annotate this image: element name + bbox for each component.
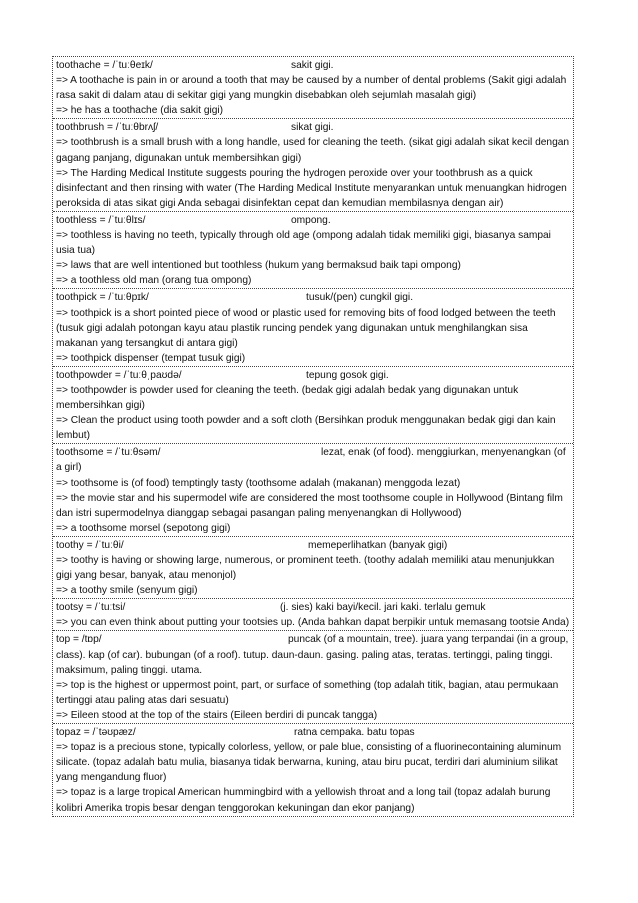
entry-head: top = /tɒp/ puncak (of a mountain, tree). juara yang terpandai (in a group, class). kap (of car). bubungan (of a roof). tutup. daun-daun. gasing. paling atas, teratas. tertinggi, paling tinggi. maksimum, paling tinggi. utama.	[56, 634, 569, 676]
entry-toothache	[53, 57, 573, 118]
example-line: => topaz is a large tropical American hummingbird with a yellowish throat and a long tail (topaz adalah burung kolibri Amerika tropis besar dengan tenggorokan kekuningan dan ekor panjang)	[56, 787, 551, 814]
term: toothache = /ˈtuːθeɪk/	[56, 60, 153, 71]
example-line: => toothpick is a short pointed piece of wood or plastic used for removing bits of food lodged between the teeth (tusuk gigi adalah potongan kayu atau plastik runcing pendek yang digunakan untuk menghilangkan sisa makanan yang tersangkut di antara gigi)	[56, 307, 556, 349]
example-line: => toothpowder is powder used for cleaning the teeth. (bedak gigi adalah bedak yang digunakan untuk membersihkan gigi)	[56, 384, 519, 412]
example-line: => topaz is a precious stone, typically colorless, yellow, or pale blue, consisting of a fluorinecontaining aluminum silicate. (topaz adalah batu mulia, biasanya tidak berwarna, kuning, atau biru pucat, terdiri dari aluminium silikat yang mengandung fluor)	[56, 742, 562, 784]
meaning: (j. sies) kaki bayi/kecil. jari kaki. terlalu gemuk	[280, 602, 486, 614]
entry-toothpick	[53, 288, 573, 365]
entry-toothy	[53, 536, 573, 598]
entry-toothpowder	[53, 366, 573, 443]
term: toothbrush = /ˈtuːθbrʌʃ/	[56, 122, 159, 134]
meaning: sikat gigi.	[291, 122, 334, 134]
example-line: => a toothy smile (senyum gigi)	[56, 585, 198, 597]
meaning: tusuk/(pen) cungkil gigi.	[306, 292, 414, 304]
entry-head	[56, 538, 571, 553]
entry-head	[56, 368, 571, 383]
meaning: lezat, enak (of food). menggiurkan, menyenangkan (of a girl)	[56, 447, 566, 474]
term: topaz = /ˈtəʊpæz/	[56, 727, 136, 739]
example-line: => toothsome is (of food) temptingly tasty (toothsome adalah (makanan) menggoda lezat)	[56, 477, 461, 489]
example-line: => Eileen stood at the top of the stairs (Eileen berdiri di puncak tangga)	[56, 709, 378, 721]
entry-head	[56, 290, 571, 305]
entry-toothbrush	[53, 118, 573, 211]
term: toothy = /ˈtuːθi/	[56, 539, 124, 551]
term: toothless = /ˈtuːθlɪs/	[56, 214, 146, 226]
entry-toothless	[53, 211, 573, 288]
example-line: => top is the highest or uppermost point, part, or surface of something (top adalah titik, bagian, atau permukaan tertinggi atau paling atas dari sesuatu)	[56, 679, 559, 706]
entry-head	[56, 600, 571, 615]
entry-toothsome	[53, 443, 573, 536]
term: tootsy = /ˈtuːtsi/	[56, 602, 126, 614]
entry-head: toothsome = /ˈtuːθsəm/ lezat, enak (of food). menggiurkan, menyenangkan (of a girl)	[56, 447, 566, 474]
term: toothpowder = /ˈtuːθˌpaʊdə/	[56, 369, 182, 381]
entry-head	[56, 58, 571, 73]
meaning: memeperlihatkan (banyak gigi)	[308, 539, 448, 551]
example-line: => a toothless old man (orang tua ompong)	[56, 275, 252, 287]
example-line: => toothy is having or showing large, numerous, or prominent teeth. (toothy adalah memiliki atau menunjukkan gigi yang besar, banyak, atau menonjol)	[56, 555, 555, 582]
term: toothpick = /ˈtuːθpɪk/	[56, 292, 149, 304]
entry-top	[53, 630, 573, 723]
dictionary-table	[52, 56, 574, 817]
example-line: => a toothsome morsel (sepotong gigi)	[56, 522, 231, 534]
example-line: => Clean the product using tooth powder and a soft cloth (Bersihkan produk menggunakan bedak gigi dan kain lembut)	[56, 415, 556, 442]
example-line: => A toothache is pain in or around a tooth that may be caused by a number of dental problems (Sakit gigi adalah rasa sakit di dalam atau di sekitar gigi yang mungkin disebabkan oleh sejumlah masalah gigi)	[56, 75, 567, 102]
meaning: tepung gosok gigi.	[306, 369, 389, 381]
entry-head	[56, 120, 571, 135]
entry-head	[56, 213, 571, 228]
example-line: => the movie star and his supermodel wife are considered the most toothsome couple in Hollywood (Bintang film dan istri supermodelnya dianggap sebagai pasangan paling menyenangkan di Hollywood)	[56, 492, 563, 519]
meaning: sakit gigi.	[291, 60, 334, 71]
example-line: => toothbrush is a small brush with a long handle, used for cleaning the teeth. (sikat gigi adalah sikat kecil dengan gagang panjang, digunakan untuk membersihkan gigi)	[56, 137, 570, 164]
entry-tootsy	[53, 598, 573, 630]
example-line: => you can even think about putting your tootsies up. (Anda bahkan dapat berpikir untuk memasang tootsie Anda)	[56, 617, 570, 629]
example-line: => toothless is having no teeth, typically through old age (ompong adalah tidak memiliki gigi, biasanya sampai usia tua)	[56, 230, 551, 257]
entry-head	[56, 725, 571, 740]
meaning: ratna cempaka. batu topas	[294, 727, 415, 739]
example-line: => toothpick dispenser (tempat tusuk gigi)	[56, 352, 246, 364]
meaning: puncak (of a mountain, tree). juara yang terpandai (in a group, class). kap (of car). bubungan (of a roof). tutup. daun-daun. gasing. paling atas, teratas. tertinggi, paling tinggi. maksimum, paling tinggi. utama.	[56, 634, 569, 676]
example-line: => he has a toothache (dia sakit gigi)	[56, 105, 224, 117]
example-line: => laws that are well intentioned but toothless (hukum yang bermaksud baik tapi ompong)	[56, 260, 461, 272]
meaning: ompong.	[291, 214, 331, 226]
entry-topaz	[53, 723, 573, 816]
example-line: => The Harding Medical Institute suggests pouring the hydrogen peroxide over your toothbrush as a quick disinfectant and then rinsing with water (The Harding Medical Institute menyarankan untuk menuangkan hidrogen peroksida di atas sikat gigi Anda sebagai disinfektan cepat dan kemudian membilasnya dengan air)	[56, 167, 567, 209]
